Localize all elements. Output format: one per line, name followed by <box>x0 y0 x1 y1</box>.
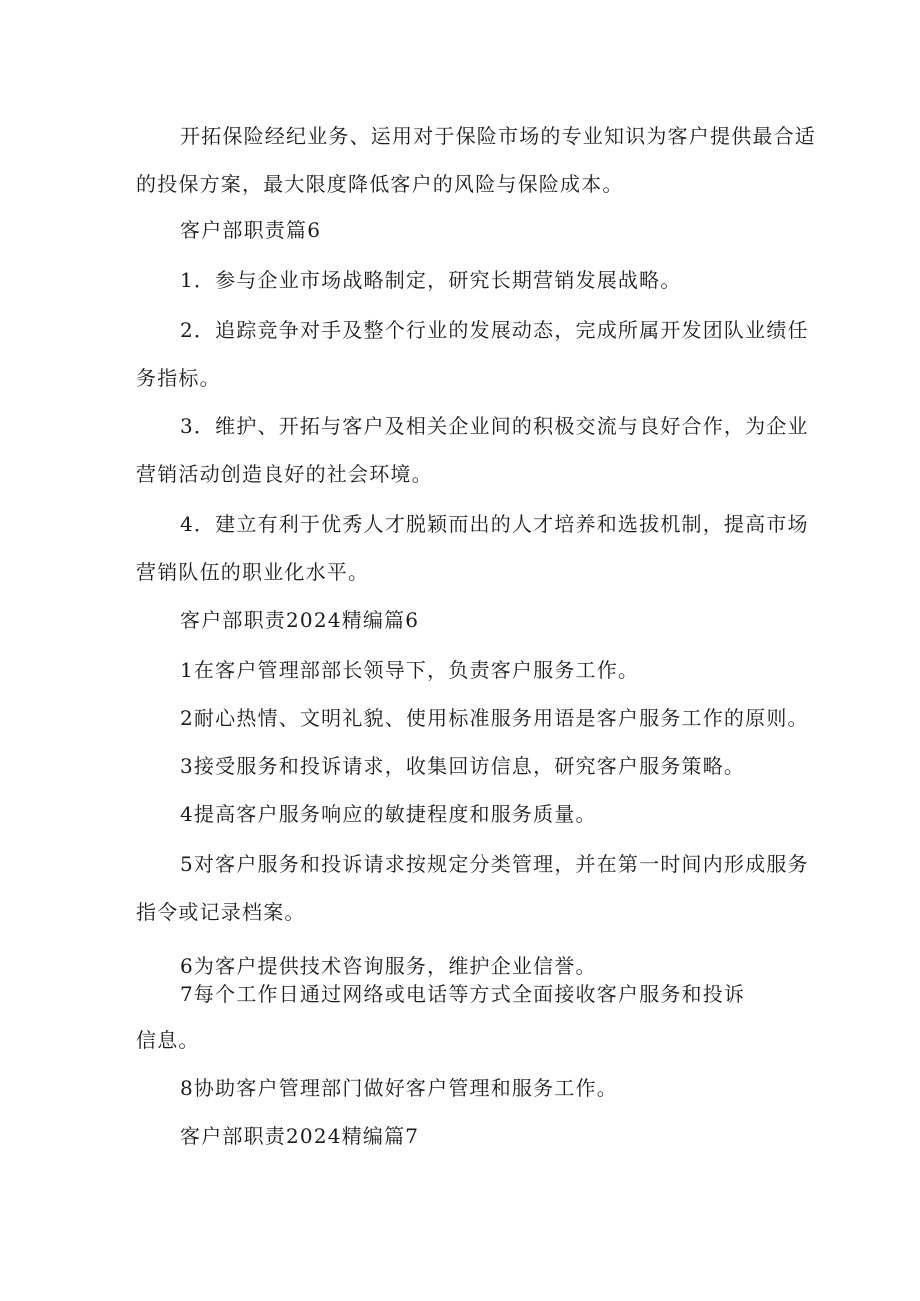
paragraph-line: 开拓保险经纪业务、运用对于保险市场的专业知识为客户提供最合适 <box>180 124 816 148</box>
list-item-continuation: 务指标。 <box>136 366 221 390</box>
list-item: 7每个工作日通过网络或电话等方式全面接收客户服务和投诉 <box>180 982 746 1006</box>
list-item-continuation: 指令或记录档案。 <box>136 900 306 924</box>
list-item: 8协助客户管理部门做好客户管理和服务工作。 <box>180 1076 618 1100</box>
list-item: 4提高客户服务响应的敏捷程度和服务质量。 <box>180 802 597 826</box>
list-item-continuation: 营销活动创造良好的社会环境。 <box>136 462 433 486</box>
list-item-continuation: 营销队伍的职业化水平。 <box>136 560 370 584</box>
list-item: 3．维护、开拓与客户及相关企业间的积极交流与良好合作，为企业 <box>180 414 809 438</box>
list-item-continuation: 信息。 <box>136 1028 200 1052</box>
list-item: 3接受服务和投诉请求，收集回访信息，研究客户服务策略。 <box>180 754 746 778</box>
list-item: 6为客户提供技术咨询服务，维护企业信誉。 <box>180 954 597 978</box>
section-heading: 客户部职责篇6 <box>180 218 322 242</box>
paragraph-line: 的投保方案，最大限度降低客户的风险与保险成本。 <box>136 172 624 196</box>
list-item: 4．建立有利于优秀人才脱颖而出的人才培养和选拔机制，提高市场 <box>180 512 809 536</box>
section-heading: 客户部职责2024精编篇6 <box>180 608 420 632</box>
list-item: 5对客户服务和投诉请求按规定分类管理，并在第一时间内形成服务 <box>180 852 809 876</box>
list-item: 2耐心热情、文明礼貌、使用标准服务用语是客户服务工作的原则。 <box>180 706 809 730</box>
list-item: 2．追踪竞争对手及整个行业的发展动态，完成所属开发团队业绩任 <box>180 318 809 342</box>
list-item: 1．参与企业市场战略制定，研究长期营销发展战略。 <box>180 268 682 292</box>
section-heading: 客户部职责2024精编篇7 <box>180 1124 420 1148</box>
list-item: 1在客户管理部部长领导下，负责客户服务工作。 <box>180 658 640 682</box>
